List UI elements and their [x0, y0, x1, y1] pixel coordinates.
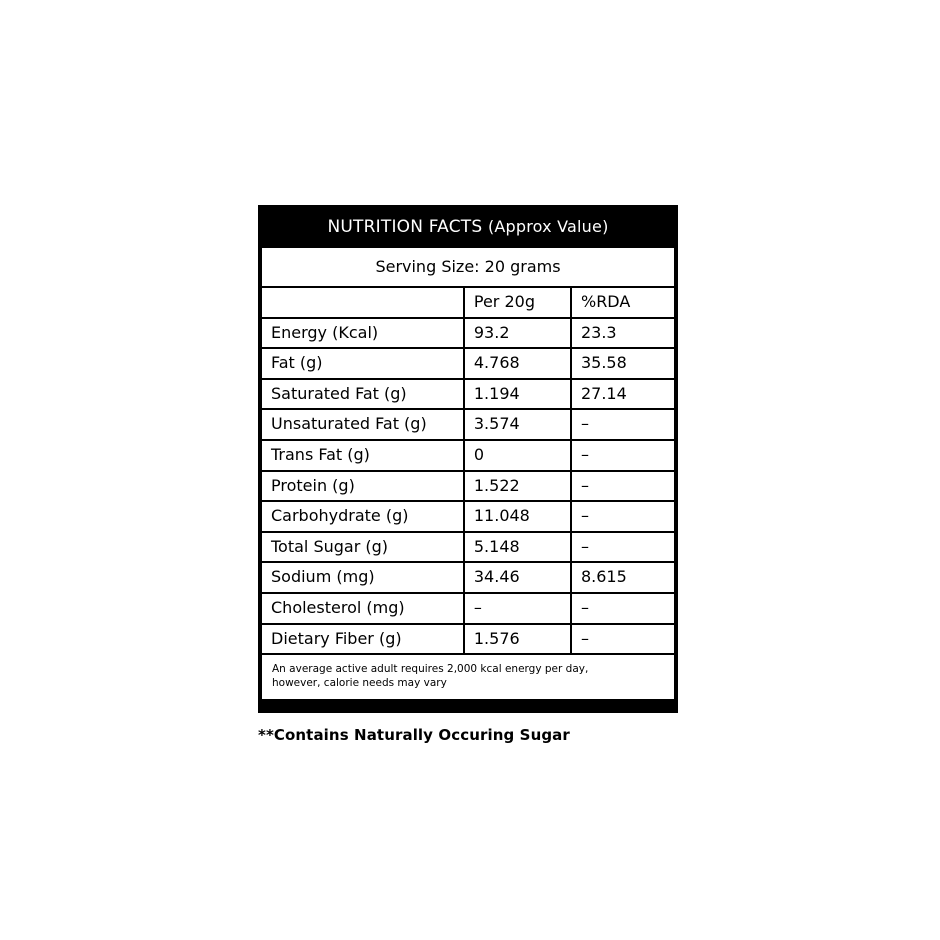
- footnote-line-1: An average active adult requires 2,000 kcal energy per day,: [272, 663, 589, 676]
- nutrient-per-serving: 4.768: [464, 348, 571, 379]
- nutrient-per-serving: 93.2: [464, 318, 571, 349]
- nutrient-per-serving: 0: [464, 440, 571, 471]
- footnote-line-2: however, calorie needs may vary: [272, 677, 447, 690]
- nutrition-table: [262, 288, 674, 653]
- nutrient-rda: –: [571, 532, 674, 563]
- nutrition-facts-title-main: NUTRITION FACTS: [327, 217, 488, 237]
- nutrient-name: Unsaturated Fat (g): [262, 409, 464, 440]
- nutrient-rda: –: [571, 440, 674, 471]
- nutrition-facts-title-approx: (Approx Value): [487, 217, 609, 236]
- table-row: [262, 409, 674, 440]
- nutrient-per-serving: 34.46: [464, 562, 571, 593]
- bottom-bar: [262, 699, 674, 709]
- nutrient-name: Sodium (mg): [262, 562, 464, 593]
- nutrient-per-serving: 1.194: [464, 379, 571, 410]
- nutrient-rda: –: [571, 593, 674, 624]
- table-row: [262, 562, 674, 593]
- table-row: [262, 379, 674, 410]
- nutrient-name: Total Sugar (g): [262, 532, 464, 563]
- nutrition-facts-panel: [258, 205, 678, 713]
- table-row: [262, 348, 674, 379]
- contains-sugar-note: **Contains Naturally Occuring Sugar: [258, 726, 570, 745]
- serving-size-text: Serving Size: 20 grams: [262, 246, 674, 288]
- nutrition-facts-title: [262, 209, 674, 246]
- nutrient-per-serving: 11.048: [464, 501, 571, 532]
- nutrient-name: Protein (g): [262, 471, 464, 502]
- footnote: [262, 653, 674, 699]
- nutrient-per-serving: 1.522: [464, 471, 571, 502]
- nutrient-name: Trans Fat (g): [262, 440, 464, 471]
- nutrition-table-body: [262, 288, 674, 653]
- nutrition-label: [258, 205, 678, 744]
- nutrient-rda: –: [571, 501, 674, 532]
- table-row: [262, 440, 674, 471]
- nutrient-per-serving: 3.574: [464, 409, 571, 440]
- nutrient-per-serving: –: [464, 593, 571, 624]
- nutrient-per-serving: 1.576: [464, 624, 571, 654]
- table-row: [262, 624, 674, 654]
- table-header-row: [262, 288, 674, 318]
- nutrient-rda: 35.58: [571, 348, 674, 379]
- nutrient-name: Carbohydrate (g): [262, 501, 464, 532]
- nutrient-name: Dietary Fiber (g): [262, 624, 464, 654]
- nutrient-name: Fat (g): [262, 348, 464, 379]
- nutrient-name: Saturated Fat (g): [262, 379, 464, 410]
- nutrient-per-serving: 5.148: [464, 532, 571, 563]
- nutrient-rda: –: [571, 624, 674, 654]
- column-header-per-serving: Per 20g: [464, 288, 571, 318]
- table-row: [262, 501, 674, 532]
- nutrient-rda: 27.14: [571, 379, 674, 410]
- table-row: [262, 532, 674, 563]
- table-row: [262, 318, 674, 349]
- column-header-nutrient: [262, 288, 464, 318]
- nutrient-rda: –: [571, 471, 674, 502]
- nutrient-rda: 8.615: [571, 562, 674, 593]
- column-header-rda: %RDA: [571, 288, 674, 318]
- table-row: [262, 471, 674, 502]
- nutrient-rda: 23.3: [571, 318, 674, 349]
- nutrient-name: Energy (Kcal): [262, 318, 464, 349]
- table-row: [262, 593, 674, 624]
- nutrient-name: Cholesterol (mg): [262, 593, 464, 624]
- nutrient-rda: –: [571, 409, 674, 440]
